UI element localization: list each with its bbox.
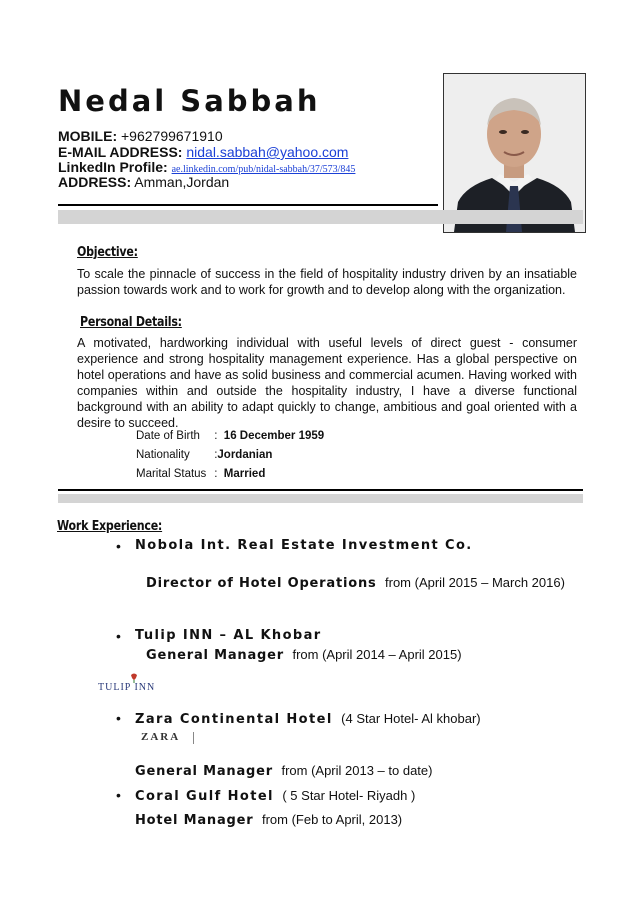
mobile-value: +962799671910 (121, 128, 223, 144)
job-company-line (135, 787, 415, 805)
job-role: General Manager (135, 764, 273, 779)
candidate-name: Nedal Sabbah (58, 84, 321, 118)
detail-label: Date of Birth (136, 430, 200, 442)
objective-heading: Objective: (77, 245, 138, 260)
job-role: Director of Hotel Operations (146, 576, 377, 591)
bullet-icon: • (116, 787, 121, 803)
address-value: Amman,Jordan (134, 174, 230, 190)
detail-label: Marital Status (136, 468, 207, 480)
job-role: Hotel Manager (135, 813, 254, 828)
linkedin-label: LinkedIn Profile: (58, 159, 168, 175)
bullet-icon: • (116, 538, 121, 554)
bullet-icon: • (116, 628, 121, 644)
email-link[interactable]: nidal.sabbah@yahoo.com (186, 144, 349, 160)
detail-row-nationality (136, 449, 272, 461)
header-divider (58, 204, 438, 206)
personal-details-heading: Personal Details: (80, 315, 182, 330)
job-company: Coral Gulf Hotel (135, 789, 274, 804)
job-period: from (April 2014 – April 2015) (292, 647, 462, 662)
job-role-line (135, 811, 402, 829)
job-company-line (135, 710, 481, 728)
detail-value: Jordanian (217, 449, 273, 461)
header-gray-band (58, 210, 583, 224)
section-divider (58, 489, 583, 491)
job-period: from (April 2013 – to date) (281, 763, 433, 778)
zara-logo-text: ZARA (141, 731, 181, 743)
logo-divider (193, 732, 194, 744)
detail-value: 16 December 1959 (223, 430, 325, 442)
job-company-note: ( 5 Star Hotel- Riyadh ) (282, 788, 416, 803)
email-line (58, 144, 348, 160)
portrait-image (444, 74, 585, 232)
profile-photo (443, 73, 586, 233)
job-role-line (135, 762, 432, 780)
detail-separator: : (214, 430, 218, 442)
tulip-logo-text: TULIP INN (98, 682, 156, 693)
job-period: from (April 2015 – March 2016) (385, 575, 565, 590)
detail-separator: : (214, 449, 218, 461)
address-label: ADDRESS: (58, 174, 132, 190)
detail-label: Nationality (136, 449, 190, 461)
job-company: Zara Continental Hotel (135, 712, 333, 727)
mobile-line (58, 128, 223, 144)
zara-logo (141, 731, 213, 751)
job-company: Nobola Int. Real Estate Investment Co. (135, 538, 473, 553)
job-period: from (Feb to April, 2013) (261, 812, 403, 827)
detail-value: Married (223, 468, 266, 480)
detail-separator: : (214, 468, 218, 480)
job-company-note: (4 Star Hotel- Al khobar) (341, 711, 481, 726)
bullet-icon: • (116, 710, 121, 726)
section-gray-band (58, 494, 583, 503)
linkedin-link[interactable]: ae.linkedin.com/pub/nidal-sabbah/37/573/845 (171, 164, 356, 175)
job-role-line (146, 646, 462, 664)
job-role: General Manager (146, 648, 284, 663)
job-role-line (146, 574, 565, 592)
objective-text: To scale the pinnacle of success in the field of hospitality industry driven by an insatiable passion towards work and to work for growth and to develop along with the organization. (77, 267, 577, 297)
detail-row-marital (136, 468, 265, 480)
email-label: E-MAIL ADDRESS: (58, 144, 183, 160)
detail-row-dob (136, 430, 324, 442)
tulip-inn-logo (98, 673, 170, 693)
job-company: Tulip INN – AL Khobar (135, 628, 322, 643)
work-experience-heading: Work Experience: (57, 519, 163, 534)
address-line (58, 174, 229, 190)
personal-summary-text: A motivated, hardworking individual with useful levels of direct guest - consumer experience and strong hospitality management experience. Has a global perspective on hotel operations and have as solid business and commercial acumen. Having worked with companies within and outside the hospitality industry, I have a diverse functional background with an ability to adapt quickly to change, ambitious and goal oriented with a desire to succeed. (77, 336, 577, 430)
mobile-label: MOBILE: (58, 128, 118, 144)
